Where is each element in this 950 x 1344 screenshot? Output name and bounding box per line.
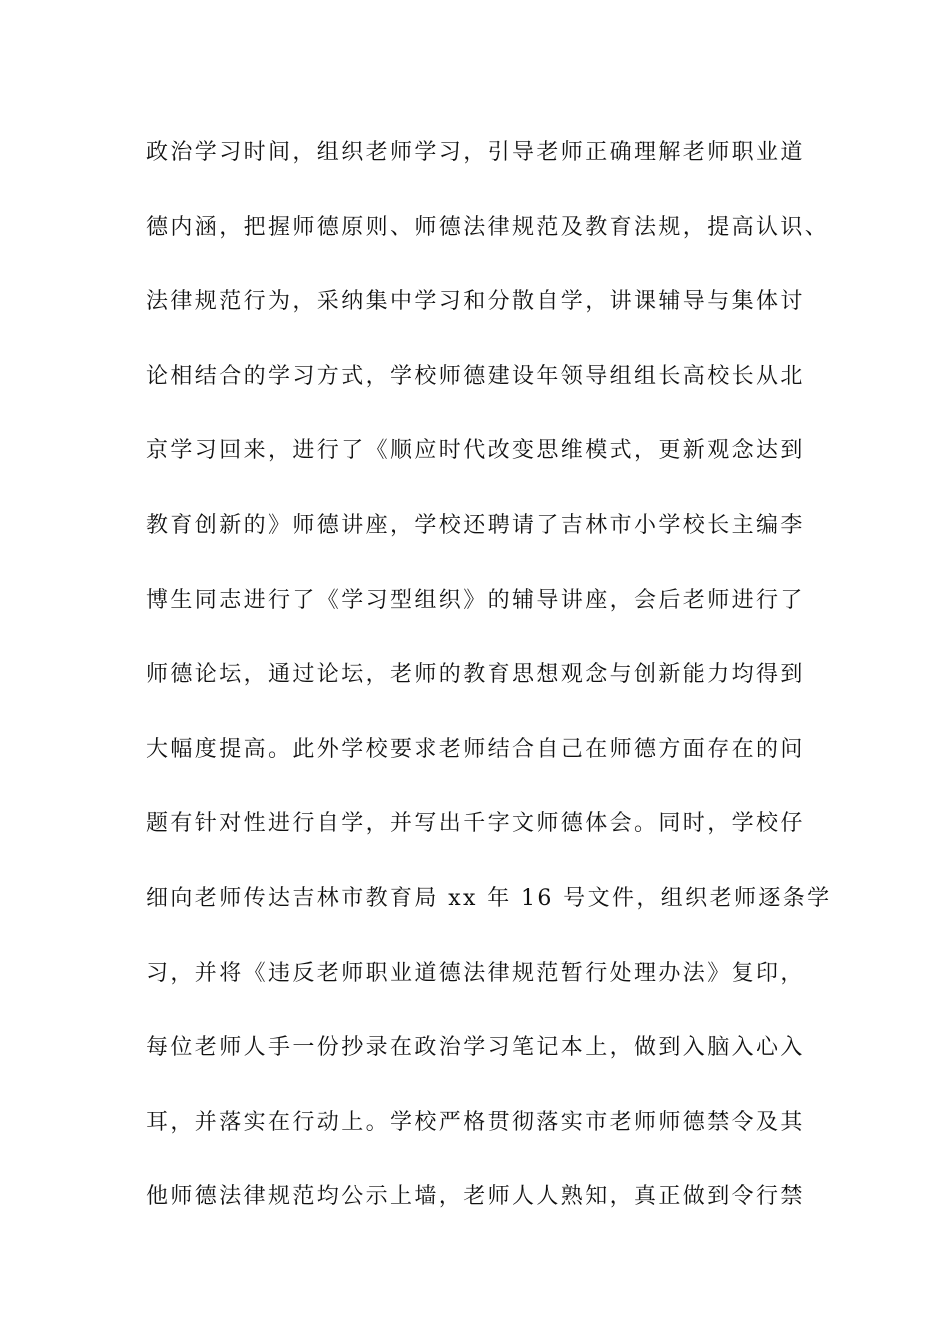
text-line: 他师德法律规范均公示上墙，老师人人熟知，真正做到令行禁 [146, 1184, 805, 1210]
text-line: 题有针对性进行自学，并写出千字文师德体会。同时，学校仔 [146, 811, 805, 837]
text-line: 论相结合的学习方式，学校师德建设年领导组组长高校长从北 [146, 363, 805, 389]
text-line: 博生同志进行了《学习型组织》的辅导讲座，会后老师进行了 [146, 587, 805, 613]
text-line: 京学习回来，进行了《顺应时代改变思维模式，更新观念达到 [146, 438, 805, 464]
text-line: 大幅度提高。此外学校要求老师结合自己在师德方面存在的问 [146, 736, 805, 762]
body-text [146, 134, 836, 1253]
text-line: 法律规范行为，采纳集中学习和分散自学，讲课辅导与集体讨 [146, 289, 805, 315]
text-line: 耳，并落实在行动上。学校严格贯彻落实市老师师德禁令及其 [146, 1109, 805, 1135]
text-line: 教育创新的》师德讲座，学校还聘请了吉林市小学校长主编李 [146, 512, 805, 538]
text-line: 每位老师人手一份抄录在政治学习笔记本上，做到入脑入心入 [146, 1035, 805, 1061]
text-line: 细向老师传达吉林市教育局 xx 年 16 号文件，组织老师逐条学 [146, 885, 832, 911]
text-line: 习，并将《违反老师职业道德法律规范暂行处理办法》复印， [146, 960, 805, 986]
text-line: 政治学习时间，组织老师学习，引导老师正确理解老师职业道 [146, 140, 805, 165]
text-line: 德内涵，把握师德原则、师德法律规范及教育法规，提高认识、 [146, 214, 830, 240]
text-line: 师德论坛，通过论坛，老师的教育思想观念与创新能力均得到 [146, 662, 805, 688]
